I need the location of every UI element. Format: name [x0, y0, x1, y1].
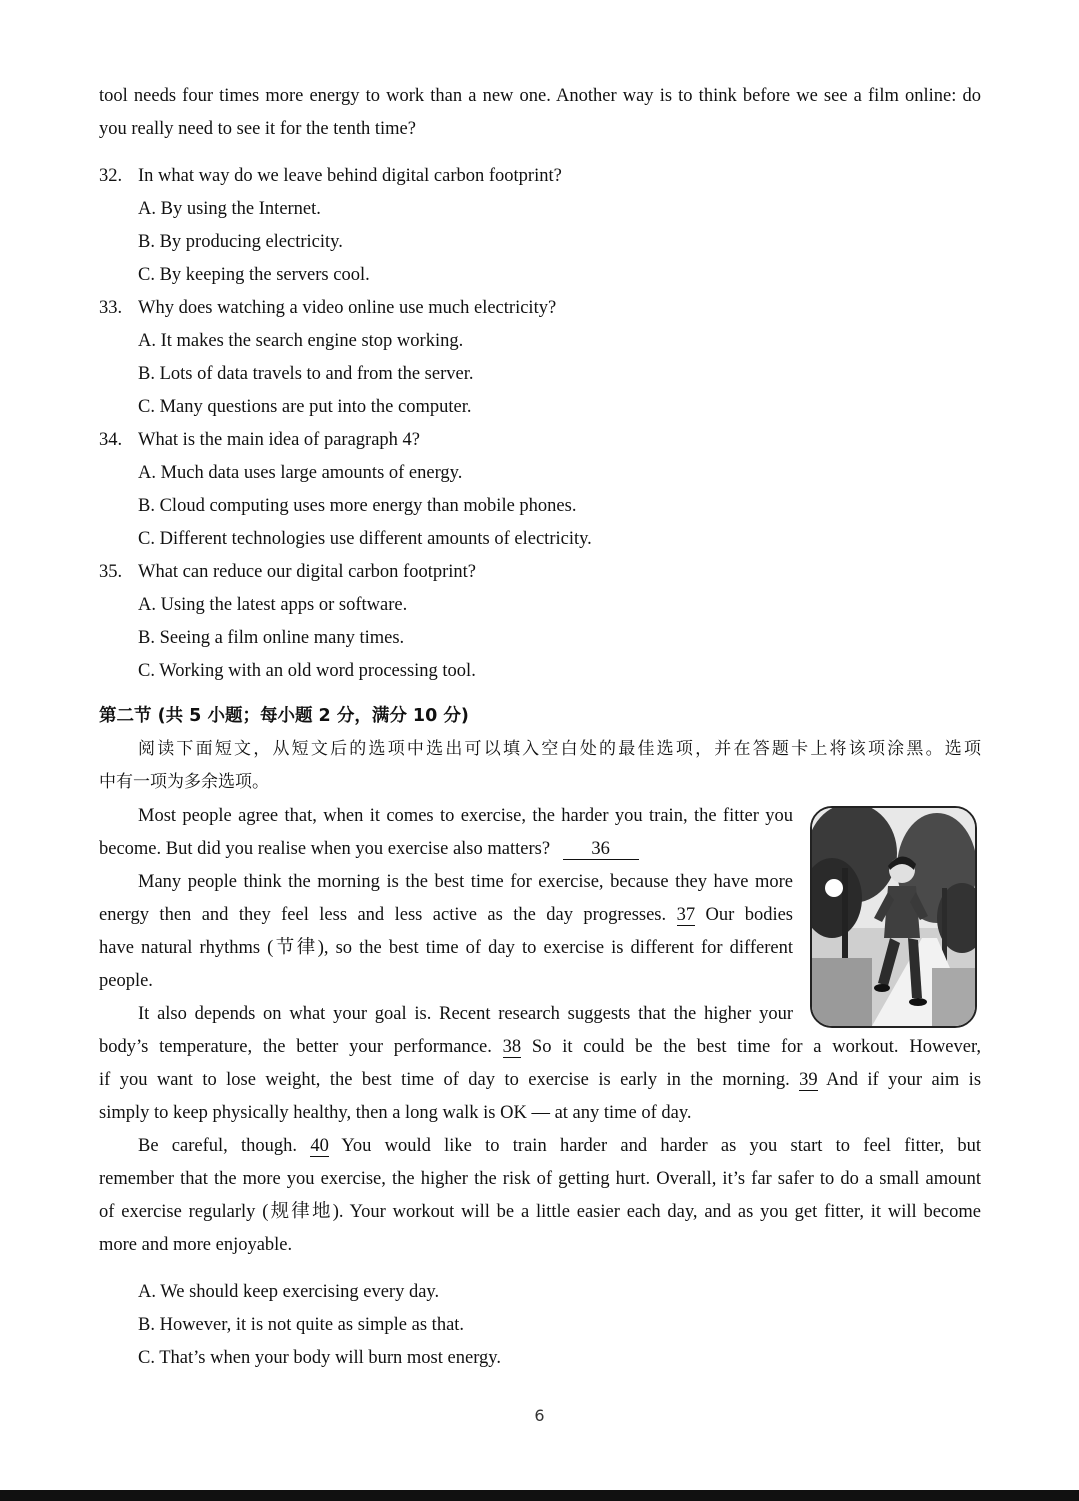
answer-option: A. Much data uses large amounts of energy. [138, 463, 463, 483]
answer-option: B. Lots of data travels to and from the server. [138, 364, 474, 384]
blank-37: 37 [676, 905, 696, 925]
passage-p4-line1 [138, 1134, 981, 1158]
question-text: In what way do we leave behind digital carbon footprint? [138, 166, 562, 186]
answer-option: C. Many questions are put into the computer. [138, 397, 472, 417]
passage-p2-line2 [99, 903, 793, 927]
choice-c: C. That’s when your body will burn most energy. [138, 1348, 501, 1368]
answer-option: A. By using the Internet. [138, 199, 321, 219]
passage-p3-line3 [99, 1068, 981, 1092]
passage-p2-line4: people. [99, 971, 153, 991]
question-text: What is the main idea of paragraph 4? [138, 430, 421, 450]
bottom-border [0, 1490, 1079, 1501]
answer-option: B. Seeing a film online many times. [138, 628, 405, 648]
choice-a: A. We should keep exercising every day. [138, 1282, 440, 1302]
blank-38: 38 [502, 1037, 522, 1057]
answer-option: A. It makes the search engine stop working. [138, 331, 464, 351]
passage-text: become. But did you realise when you exercise also matters? [99, 839, 551, 859]
section-title: 第二节 (共 5 小题；每小题 2 分，满分 10 分) [99, 706, 469, 726]
runner-image [812, 808, 975, 1026]
question-number: 34. [99, 430, 123, 450]
question-text: What can reduce our digital carbon footprint? [138, 562, 476, 582]
page-number: 6 [534, 1406, 545, 1425]
question-number: 35. [99, 562, 123, 582]
answer-option: C. Working with an old word processing tool. [138, 661, 476, 681]
passage-text: Be careful, though. [138, 1136, 298, 1156]
passage-p4-line4: more and more enjoyable. [99, 1235, 293, 1255]
answer-option: A. Using the latest apps or software. [138, 595, 408, 615]
passage-p3-line4: simply to keep physically healthy, then a long walk is OK — at any time of day. [99, 1103, 692, 1123]
passage-text: energy then and they feel less and less active as the day progresses. [99, 905, 667, 925]
question-text: Why does watching a video online use much electricity? [138, 298, 557, 318]
passage-p4-line2: remember that the more you exercise, the higher the risk of getting hurt. Overall, it’s far safer to do a small amount [99, 1169, 981, 1189]
intro-line-1: tool needs four times more energy to work than a new one. Another way is to think before we see a film online: do [99, 86, 981, 106]
answer-option: C. Different technologies use different amounts of electricity. [138, 529, 592, 549]
passage-p2-line3: have natural rhythms (节律), so the best time of day to exercise is different for different [99, 938, 793, 958]
choice-b: B. However, it is not quite as simple as that. [138, 1315, 465, 1335]
intro-line-2: you really need to see it for the tenth time? [99, 119, 416, 139]
passage-text: Our bodies [705, 905, 793, 925]
passage-text: body’s temperature, the better your performance. [99, 1037, 492, 1057]
blank-40: 40 [310, 1136, 329, 1156]
passage-text: if you want to lose weight, the best time of day to exercise is early in the morning. [99, 1070, 790, 1090]
answer-option: C. By keeping the servers cool. [138, 265, 370, 285]
passage-text: And if your aim is [826, 1070, 981, 1090]
section-instructions-2: 中有一项为多余选项。 [99, 772, 269, 792]
passage-p4-line3: of exercise regularly (规律地). Your workout will be a little easier each day, and as you get fitter, it will become [99, 1202, 981, 1222]
passage-p1-line2 [99, 837, 639, 861]
blank-36: 36 [563, 839, 639, 860]
passage-p2-line1: Many people think the morning is the best time for exercise, because they have more [138, 872, 793, 892]
question-number: 33. [99, 298, 123, 318]
passage-p3-line1: It also depends on what your goal is. Recent research suggests that the higher your [138, 1004, 793, 1024]
answer-option: B. By producing electricity. [138, 232, 343, 252]
blank-39: 39 [799, 1070, 818, 1090]
section-instructions-1: 阅读下面短文，从短文后的选项中选出可以填入空白处的最佳选项，并在答题卡上将该项涂黑。选项 [138, 739, 981, 759]
answer-option: B. Cloud computing uses more energy than mobile phones. [138, 496, 577, 516]
passage-text: You would like to train harder and harder as you start to feel fitter, but [341, 1136, 981, 1156]
passage-text: So it could be the best time for a workout. However, [531, 1037, 981, 1057]
runner-illustration [810, 806, 977, 1028]
question-number: 32. [99, 166, 123, 186]
passage-p3-line2 [99, 1035, 981, 1059]
passage-p1-line1: Most people agree that, when it comes to exercise, the harder you train, the fitter you [138, 806, 793, 826]
